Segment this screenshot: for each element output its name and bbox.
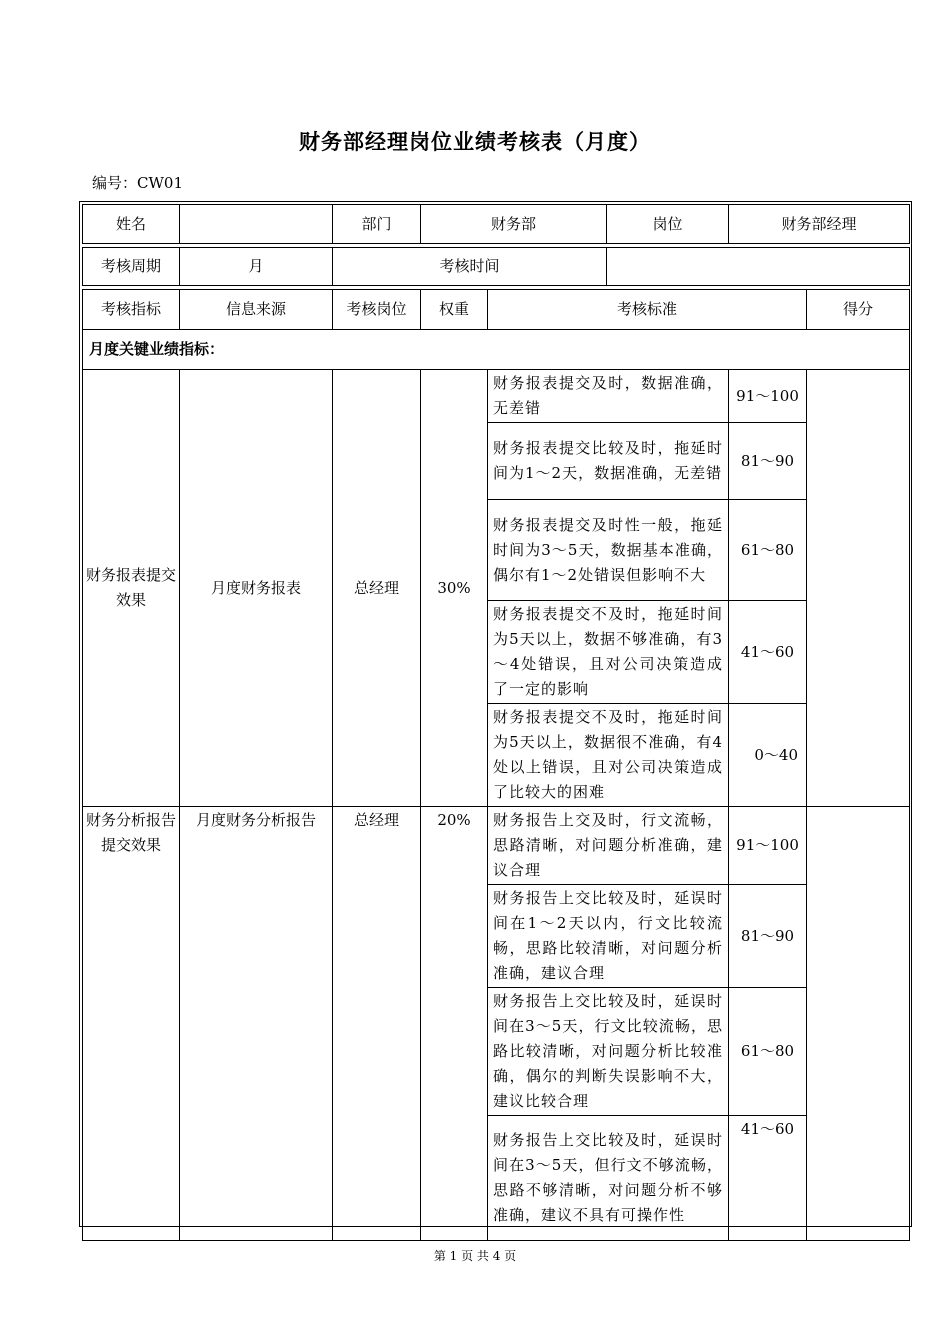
- section-label: 月度关键业绩指标：: [83, 330, 910, 370]
- indicator-source: 月度财务分析报告: [180, 807, 333, 1241]
- indicator-name: 财务分析报告提交效果: [83, 807, 180, 1241]
- criterion-text: 财务报告上交及时，行文流畅，思路清晰，对问题分析准确，建议合理: [488, 807, 729, 885]
- name-label: 姓名: [83, 205, 180, 244]
- criterion-range: 41～60: [729, 1116, 807, 1241]
- page-title: 财务部经理岗位业绩考核表（月度）: [299, 130, 651, 154]
- column-header-row: [83, 290, 910, 330]
- indicator-source: 月度财务报表: [180, 370, 333, 807]
- criterion-text: 财务报表提交比较及时，拖延时间为1～2天，数据准确，无差错: [488, 423, 729, 500]
- post-value: 财务部经理: [729, 205, 910, 244]
- indicator-name: 财务报表提交效果: [83, 370, 180, 807]
- criterion-range: 81～90: [729, 885, 807, 988]
- indicator-assessor: 总经理: [333, 807, 421, 1241]
- section-row: [83, 330, 910, 370]
- criterion-text: 财务报表提交不及时，拖延时间为5天以上，数据不够准确，有3～4处错误，且对公司决策造成了一定的影响: [488, 601, 729, 704]
- col-standard: 考核标准: [488, 290, 807, 330]
- criterion-range: 0～40: [729, 704, 807, 807]
- col-indicator: 考核指标: [83, 290, 180, 330]
- document-number: 编号：CW01: [92, 174, 183, 192]
- criterion-range: 61～80: [729, 500, 807, 601]
- time-value[interactable]: [607, 248, 910, 286]
- score-cell[interactable]: [807, 370, 910, 807]
- col-score: 得分: [807, 290, 910, 330]
- indicator-weight: 20%: [421, 807, 488, 1241]
- post-label: 岗位: [607, 205, 729, 244]
- criterion-text: 财务报表提交及时性一般，拖延时间为3～5天，数据基本准确，偶尔有1～2处错误但影响不大: [488, 500, 729, 601]
- criterion-text: 财务报告上交比较及时，延误时间在3～5天，但行文不够流畅，思路不够清晰，对问题分析不够准确，建议不具有可操作性: [488, 1116, 729, 1241]
- table-row: [83, 370, 910, 423]
- period-label: 考核周期: [83, 248, 180, 286]
- name-value[interactable]: [180, 205, 333, 244]
- criterion-range: 91～100: [729, 807, 807, 885]
- indicator-weight: 30%: [421, 370, 488, 807]
- assessment-table: [82, 204, 910, 1241]
- dept-label: 部门: [333, 205, 421, 244]
- col-assessor: 考核岗位: [333, 290, 421, 330]
- criterion-text: 财务报告上交比较及时，延误时间在3～5天，行文比较流畅，思路比较清晰，对问题分析比较准确，偶尔的判断失误影响不大，建议比较合理: [488, 988, 729, 1116]
- criterion-text: 财务报表提交及时，数据准确，无差错: [488, 370, 729, 423]
- col-weight: 权重: [421, 290, 488, 330]
- page-footer: 第 1 页 共 4 页: [433, 1249, 517, 1263]
- criterion-text: 财务报表提交不及时，拖延时间为5天以上，数据很不准确，有4处以上错误，且对公司决策造成了比较大的困难: [488, 704, 729, 807]
- score-cell[interactable]: [807, 807, 910, 1241]
- criterion-range: 91～100: [729, 370, 807, 423]
- dept-value: 财务部: [421, 205, 607, 244]
- criterion-range: 61～80: [729, 988, 807, 1116]
- table-row: [83, 807, 910, 885]
- header-row-2: [83, 248, 910, 286]
- period-value: 月: [180, 248, 333, 286]
- criterion-range: 81～90: [729, 423, 807, 500]
- header-row-1: [83, 205, 910, 244]
- col-source: 信息来源: [180, 290, 333, 330]
- indicator-assessor: 总经理: [333, 370, 421, 807]
- criterion-text: 财务报告上交比较及时，延误时间在1～2天以内，行文比较流畅，思路比较清晰，对问题分析准确，建议合理: [488, 885, 729, 988]
- time-label: 考核时间: [333, 248, 607, 286]
- criterion-range: 41～60: [729, 601, 807, 704]
